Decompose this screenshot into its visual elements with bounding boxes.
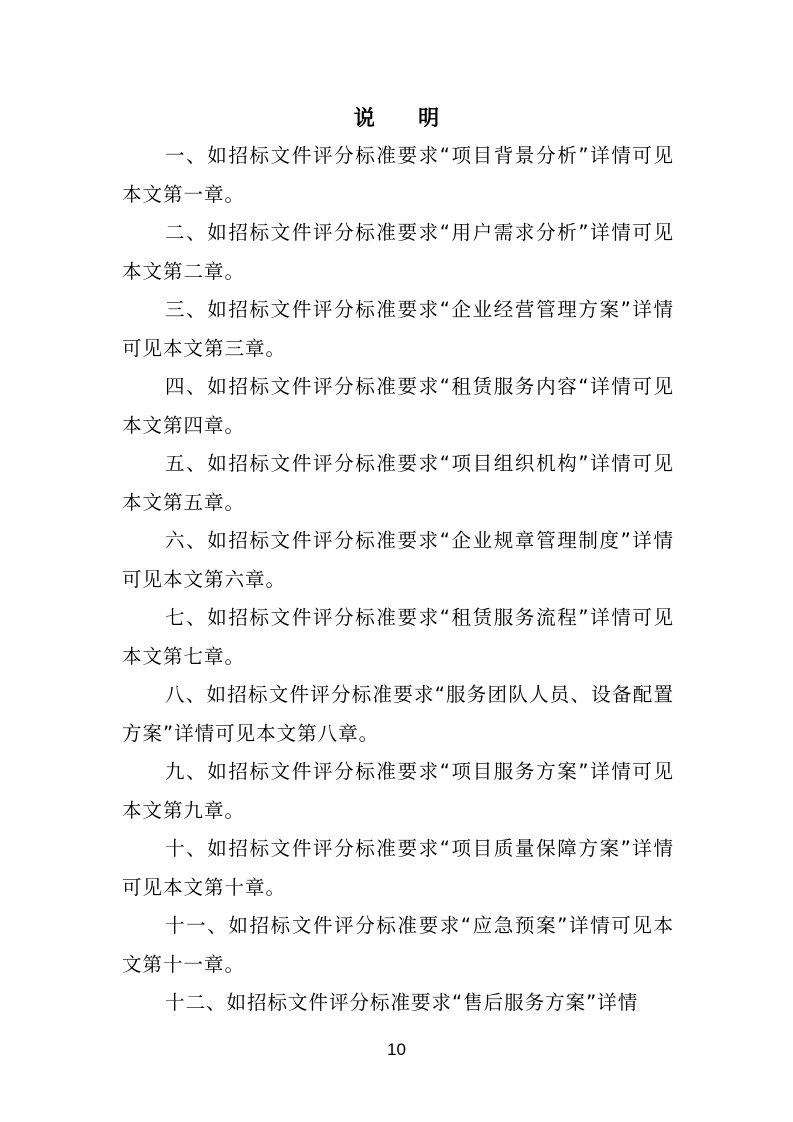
paragraph-9: 九、如招标文件评分标准要求“项目服务方案”详情可见本文第九章。 <box>122 760 674 822</box>
paragraph-10: 十、如招标文件评分标准要求“项目质量保障方案”详情可见本文第十章。 <box>122 837 674 899</box>
page-number: 10 <box>387 1040 406 1059</box>
paragraph-4: 四、如招标文件评分标准要求“租赁服务内容“详情可见本文第四章。 <box>122 375 674 437</box>
body-text <box>122 137 674 1023</box>
paragraph-11: 十一、如招标文件评分标准要求“应急预案”详情可见本文第十一章。 <box>122 914 674 976</box>
paragraph-3: 三、如招标文件评分标准要求“企业经营管理方案”详情可见本文第三章。 <box>122 298 674 360</box>
paragraph-12: 十二、如招标文件评分标准要求“售后服务方案”详情 <box>165 991 639 1014</box>
paragraph-6: 六、如招标文件评分标准要求“企业规章管理制度”详情可见本文第六章。 <box>122 529 674 591</box>
paragraph-7: 七、如招标文件评分标准要求“租赁服务流程”详情可见本文第七章。 <box>122 606 674 668</box>
page-title: 说 明 <box>353 106 458 130</box>
paragraph-2: 二、如招标文件评分标准要求“用户需求分析”详情可见本文第二章。 <box>122 221 674 283</box>
paragraph-8: 八、如招标文件评分标准要求“服务团队人员、设备配置方案”详情可见本文第八章。 <box>122 683 674 745</box>
paragraph-1: 一、如招标文件评分标准要求“项目背景分析”详情可见本文第一章。 <box>122 144 674 206</box>
paragraph-5: 五、如招标文件评分标准要求“项目组织机构”详情可见本文第五章。 <box>122 452 674 514</box>
